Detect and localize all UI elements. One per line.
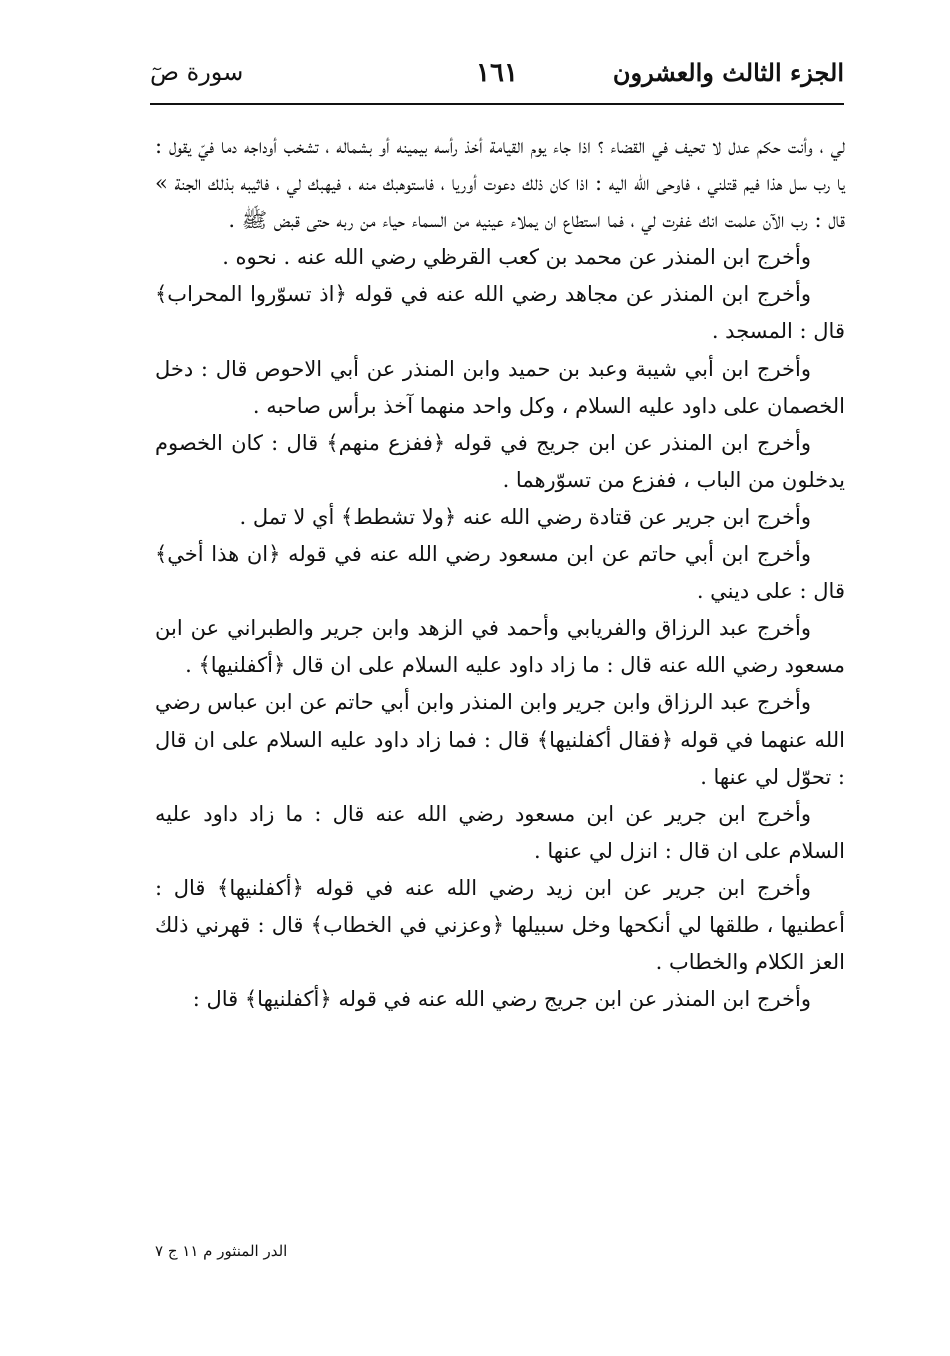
surah-title: سورة صٓ — [150, 58, 244, 86]
part-title: الجزء الثالث والعشرون — [612, 58, 844, 87]
paragraph: وأخرج ابن المنذر عن ابن جريج في قوله ﴿ففزع منهم﴾ قال : كان الخصوم يدخلون من الباب ، ففزع من تسوّرهما . — [155, 430, 845, 492]
footer-signature: الدر المنثور م ١١ ج ٧ — [155, 1242, 288, 1260]
paragraph: وأخرج ابن المنذر عن محمد بن كعب القرظي رضي الله عنه . نحوه . — [222, 245, 811, 270]
paragraph: وأخرج ابن أبي حاتم عن ابن مسعود رضي الله عنه في قوله ﴿ان هذا أخي﴾ قال : على ديني . — [155, 542, 845, 604]
paragraph: وأخرج عبد الرزاق والفريابي وأحمد في الزهد وابن جرير والطبراني عن ابن مسعود رضي الله عنه قال : ما زاد داود عليه السلام على ان قال ﴿أكفلنيها﴾ . — [155, 616, 845, 678]
paragraph: وأخرج ابن جرير عن ابن زيد رضي الله عنه في قوله ﴿أكفلنيها﴾ قال : أعطنيها ، طلقها لي أنكحها وخل سبيلها ﴿وعزني في الخطاب﴾ قال : قهرني ذلك العز الكلام والخطاب . — [155, 875, 845, 975]
page-number: ١٦١ — [476, 58, 518, 88]
header-rule — [150, 103, 844, 105]
paragraph: وأخرج ابن المنذر عن مجاهد رضي الله عنه في قوله ﴿اذ تسوّروا المحراب﴾ قال : المسجد . — [155, 282, 845, 344]
paragraph: لي ، وأنت حكم عدل لا تحيف في القضاء ؟ اذا جاء يوم القيامة أخذ رأسه بيمينه أو بشماله ، تشخب أوداجه دما فيّ يقول : يا رب سل هذا فيم قتلني ، فاوحى الله اليه : اذا كان ذلك دعوت أوريا ، فاستوهبك منه ، فيهبك لي ، فاثيبه بذلك الجنة » قال : رب الآن علمت انك غفرت لي ، فما استطاع ان يملاء عينيه من السماء حياء من ربه حتى قبض ﷺ . — [155, 134, 845, 233]
paragraph: وأخرج ابن جرير عن قتادة رضي الله عنه ﴿ولا تشطط﴾ أي لا تمل . — [239, 504, 811, 529]
paragraph: وأخرج ابن أبي شيبة وعبد بن حميد وابن المنذر عن أبي الاحوص قال : دخل الخصمان على داود عليه السلام ، وكل واحد منهما آخذ برأس صاحبه . — [155, 356, 845, 418]
paragraph: وأخرج عبد الرزاق وابن جرير وابن المنذر وابن أبي حاتم عن ابن عباس رضي الله عنهما في قوله ﴿فقال أكفلنيها﴾ قال : فما زاد داود عليه السلام على ان قال : تحوّل لي عنها . — [155, 690, 845, 789]
paragraph: وأخرج ابن جرير عن ابن مسعود رضي الله عنه قال : ما زاد داود عليه السلام على ان قال : انزل لي عنها . — [155, 801, 845, 863]
paragraph: وأخرج ابن المنذر عن ابن جريج رضي الله عنه في قوله ﴿أكفلنيها﴾ قال : — [192, 987, 811, 1012]
main-text — [155, 128, 845, 1018]
running-header — [150, 52, 844, 96]
page-footer — [155, 1242, 845, 1260]
